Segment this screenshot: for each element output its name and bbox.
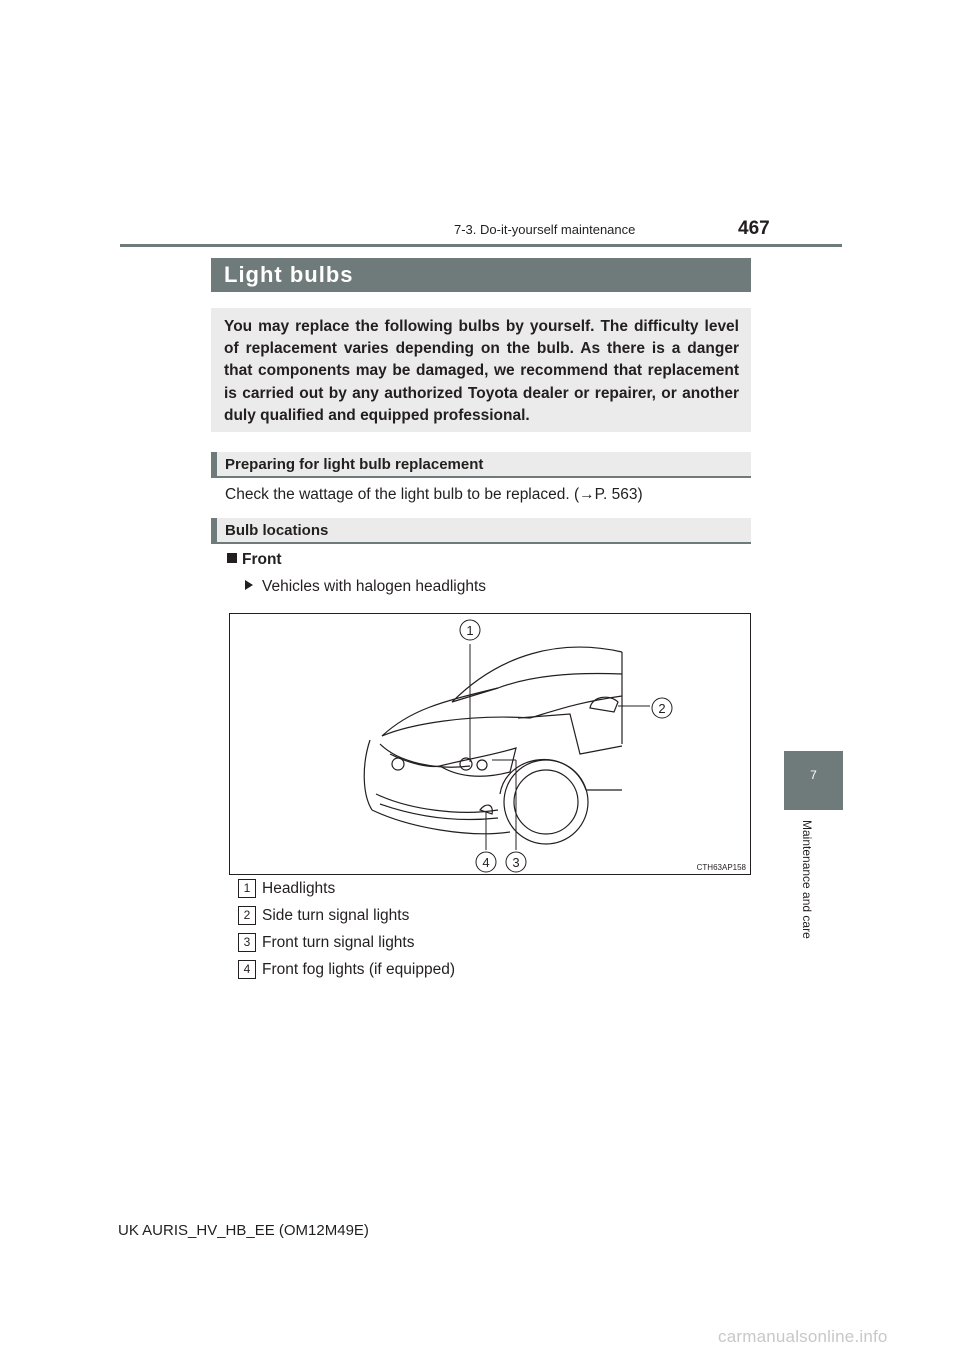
car-illustration xyxy=(230,614,750,874)
legend-item xyxy=(238,906,409,928)
callout-1: 1 xyxy=(466,623,474,638)
front-label: Front xyxy=(242,551,282,568)
locations-heading: Bulb locations xyxy=(225,522,329,539)
legend-item xyxy=(238,879,335,901)
legend-label: Front turn signal lights xyxy=(262,934,415,951)
page-number: 467 xyxy=(738,218,770,239)
footer-model-code: UK AURIS_HV_HB_EE (OM12M49E) xyxy=(118,1222,369,1239)
chapter-title: Maintenance and care xyxy=(800,820,814,939)
preparing-heading: Preparing for light bulb replacement xyxy=(225,456,484,473)
legend-item xyxy=(238,933,415,955)
car-front-figure xyxy=(229,613,751,875)
triangle-bullet-icon xyxy=(245,580,253,590)
callout-3: 3 xyxy=(512,855,520,870)
callout-2: 2 xyxy=(658,701,666,716)
legend-number: 2 xyxy=(238,906,256,925)
legend-number: 4 xyxy=(238,960,256,979)
legend-number: 3 xyxy=(238,933,256,952)
legend-label: Front fog lights (if equipped) xyxy=(262,961,455,978)
locations-heading-bar xyxy=(211,518,751,544)
variant-label: Vehicles with halogen headlights xyxy=(262,578,487,595)
header-rule xyxy=(120,244,842,247)
intro-text: You may replace the following bulbs by yourself. The difficulty level of replacement varies depending on the bulb. As there is a danger that components may be damaged, we recommend that replacement is carried out by any authorized Toyota dealer or repairer, or another duly qualified and equipped professional. xyxy=(224,318,739,424)
section-label: 7-3. Do-it-yourself maintenance xyxy=(454,222,636,237)
callout-4: 4 xyxy=(482,855,490,870)
intro-box xyxy=(211,308,751,432)
watermark: carmanualsonline.info xyxy=(718,1327,888,1346)
legend-number: 1 xyxy=(238,879,256,898)
figure-code: CTH63AP158 xyxy=(696,863,746,872)
legend-label: Side turn signal lights xyxy=(262,907,410,924)
legend-label: Headlights xyxy=(262,880,336,897)
chapter-number: 7 xyxy=(810,768,817,782)
variant-label-row xyxy=(245,578,486,596)
page-title: Light bulbs xyxy=(224,262,354,287)
preparing-heading-bar xyxy=(211,452,751,478)
front-label-row xyxy=(227,551,282,569)
preparing-text: Check the wattage of the light bulb to be replaced. (→P. 563) xyxy=(225,486,643,503)
legend-item xyxy=(238,960,455,982)
square-bullet-icon xyxy=(227,553,237,563)
